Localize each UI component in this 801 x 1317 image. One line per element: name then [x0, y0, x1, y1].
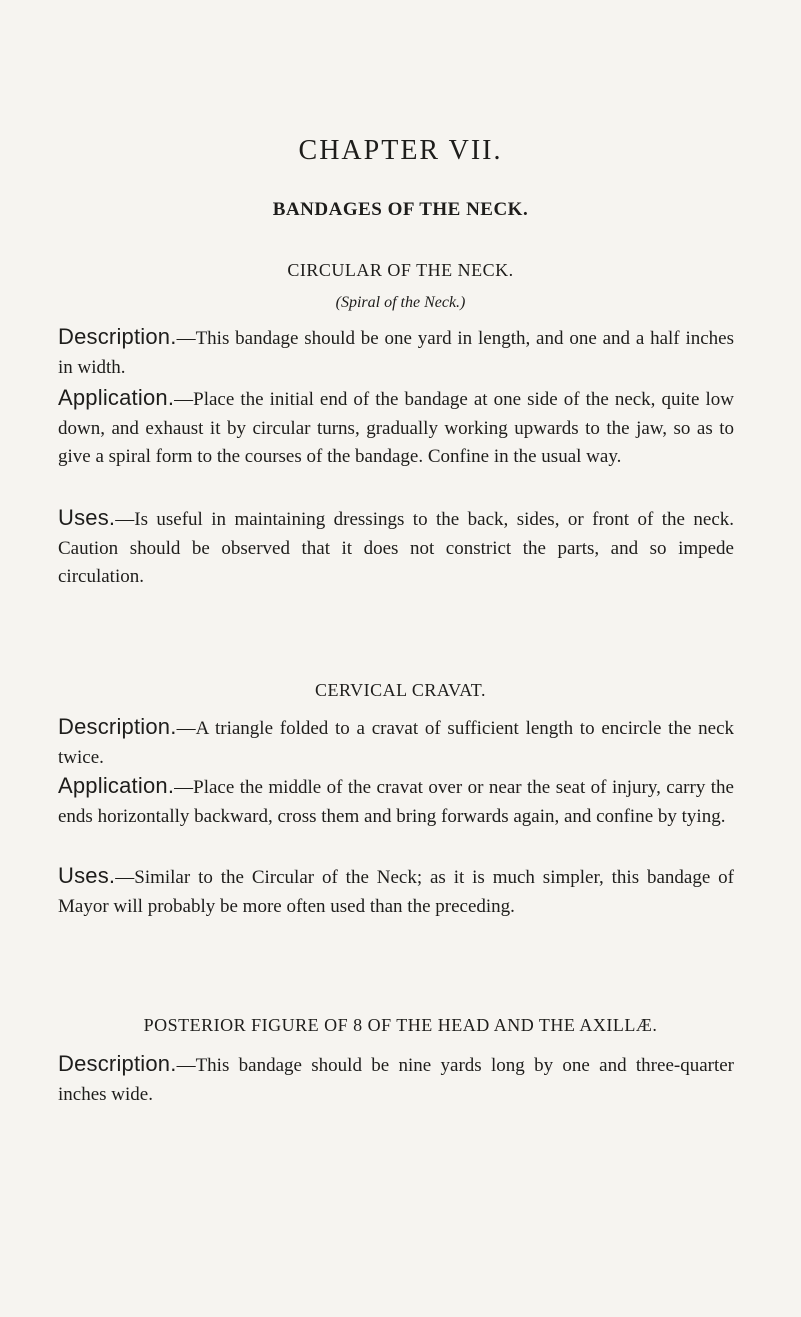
- paragraph-text: —Is useful in maintaining dressings to the back, sides, or front of the neck. Caution should be observed that it does not constrict the parts, and so impede circulation.: [58, 509, 734, 587]
- paragraph-label: Description.: [58, 714, 177, 739]
- paragraph-label: Application.: [58, 385, 175, 410]
- paragraph-label: Uses.: [58, 505, 116, 530]
- paragraph-text: —Place the middle of the cravat over or near the seat of injury, carry the ends horizontally backward, cross them and bring forwards again, and confine by tying.: [58, 777, 734, 827]
- chapter-title: CHAPTER VII.: [298, 135, 503, 166]
- paragraph-label: Application.: [58, 773, 175, 798]
- paragraph-text: —This bandage should be one yard in length, and one and a half inches in width.: [58, 328, 734, 378]
- paragraph-uses: [58, 862, 734, 921]
- paragraph-application: [58, 384, 734, 472]
- paragraph-description: [58, 1050, 734, 1109]
- paragraph-text: —Similar to the Circular of the Neck; as it is much simpler, this bandage of Mayor will probably be more often used than the preceding.: [58, 867, 734, 917]
- paragraph-label: Uses.: [58, 863, 116, 888]
- section-caption-spiral: (Spiral of the Neck.): [335, 294, 466, 311]
- paragraph-text: —Place the initial end of the bandage at one side of the neck, quite low down, and exhaust it by circular turns, gradually working upwards to the jaw, so as to give a spiral form to the courses of the bandage. Confine in the usual way.: [58, 389, 734, 467]
- paragraph-text: —This bandage should be nine yards long by one and three-quarter inches wide.: [58, 1055, 734, 1105]
- paragraph-text: —A triangle folded to a cravat of sufficient length to encircle the neck twice.: [58, 718, 734, 768]
- paragraph-description: [58, 323, 734, 382]
- section-heading-cervical-cravat: CERVICAL CRAVAT.: [315, 680, 486, 700]
- section-heading-circular: CIRCULAR OF THE NECK.: [287, 260, 514, 280]
- paragraph-uses: [58, 504, 734, 592]
- chapter-subtitle: BANDAGES OF THE NECK.: [272, 199, 529, 220]
- paragraph-label: Description.: [58, 324, 177, 349]
- section-heading-posterior-figure-8: POSTERIOR FIGURE OF 8 OF THE HEAD AND THE AXILLÆ.: [143, 1015, 658, 1035]
- paragraph-application: [58, 772, 734, 831]
- paragraph-description: [58, 713, 734, 772]
- paragraph-label: Description.: [58, 1051, 177, 1076]
